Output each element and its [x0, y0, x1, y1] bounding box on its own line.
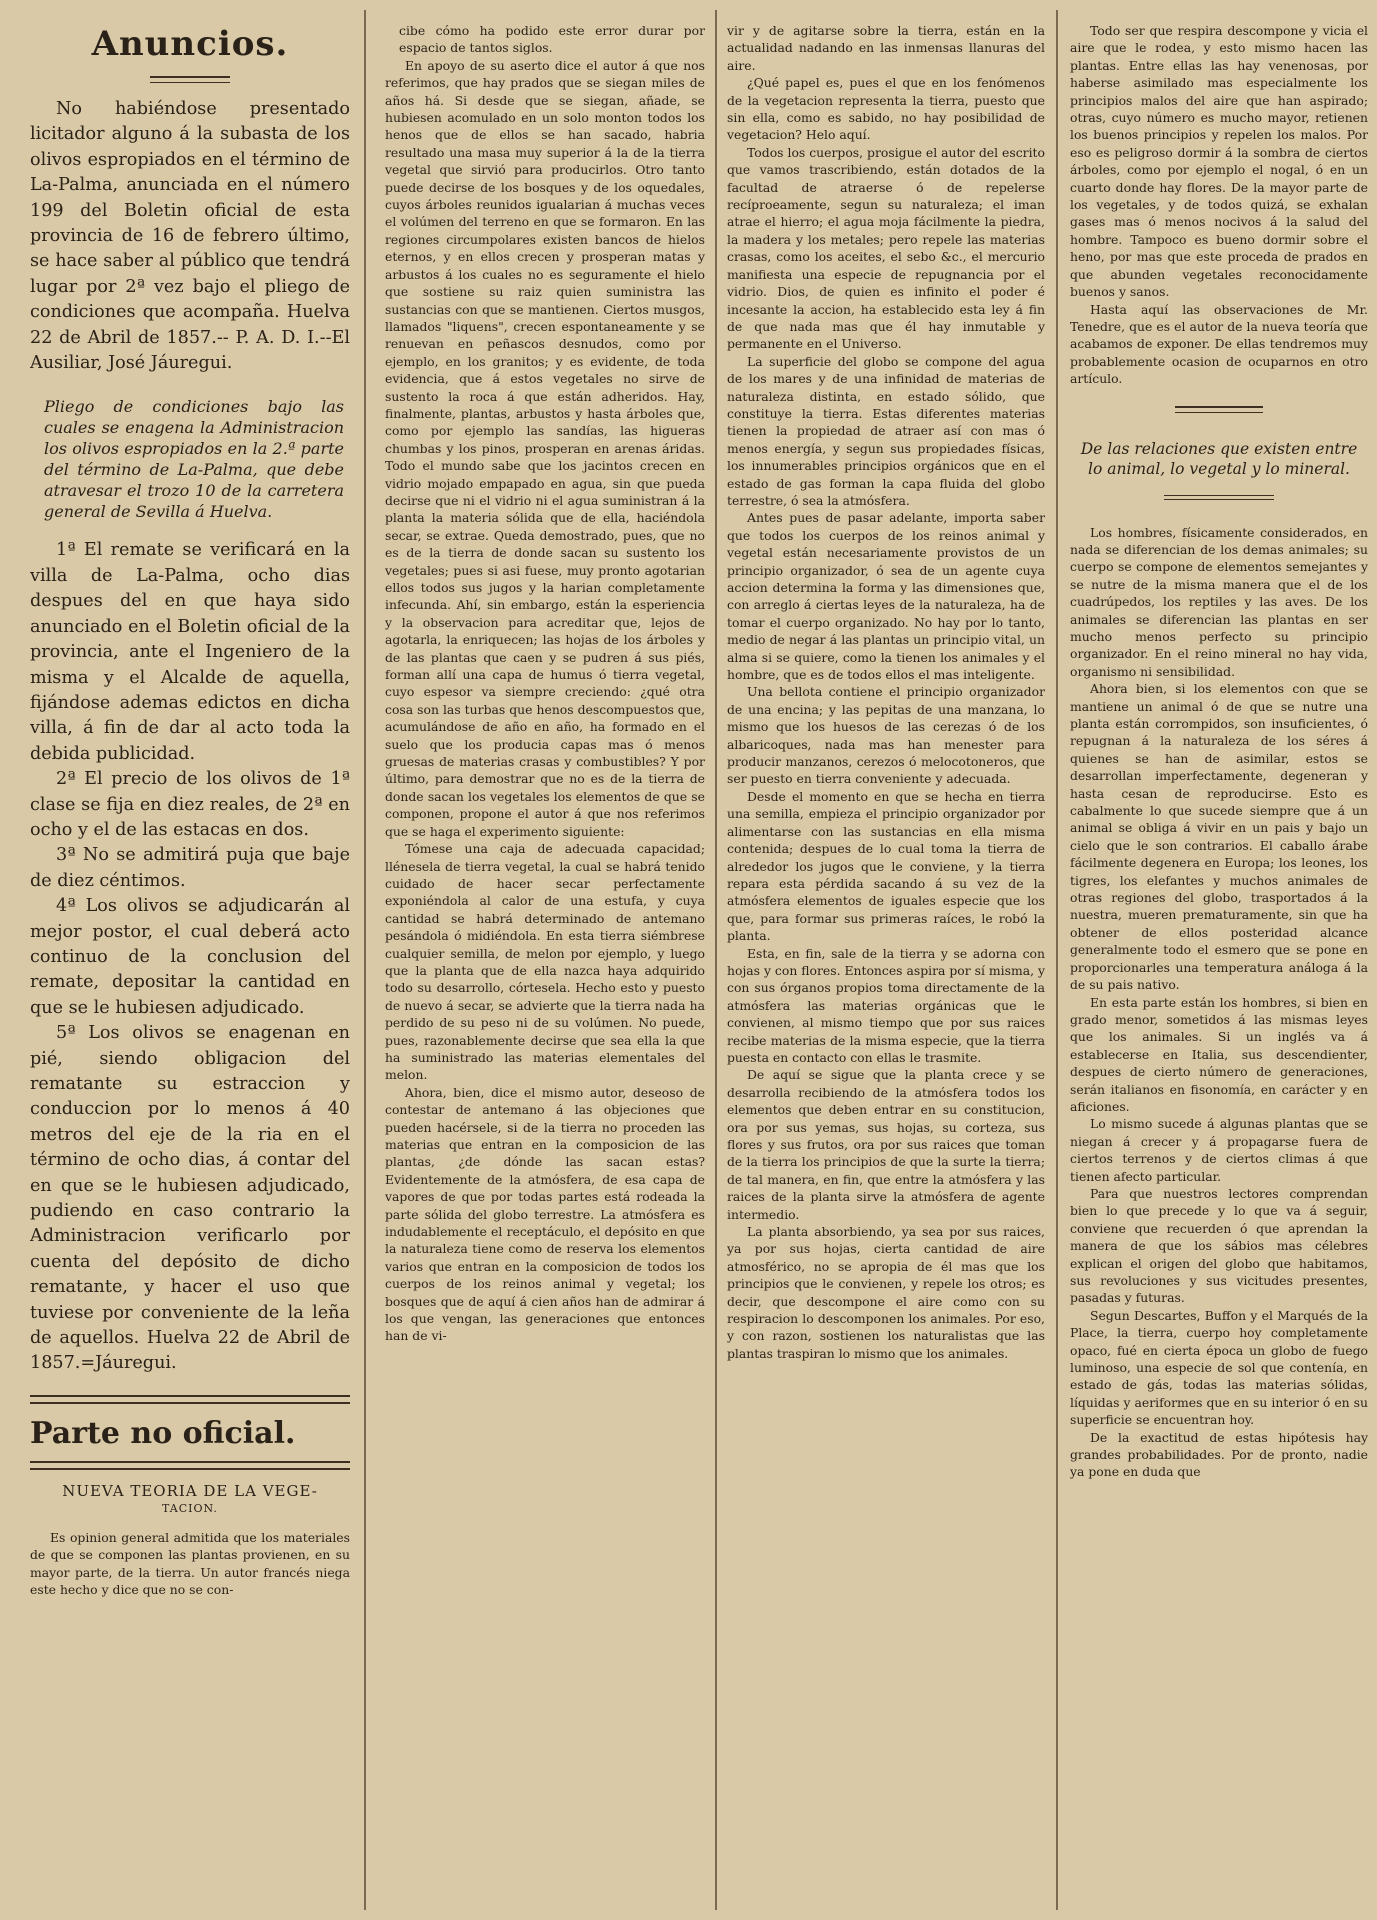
article-paragraph: Es opinion general admitida que los materiales de que se componen las plantas provienen, en su mayor parte, de la tierra. Un autor francés niega este hecho y dice que no se con- [30, 1529, 350, 1598]
article-paragraph: Todo ser que respira descompone y vicia el aire que le rodea, y esto mismo hacen las plantas. Entre ellas las hay venenosas, por haberse asimilado mas especialmente los principios malos del aire que han aspirado; otras, cuyo número es mucho mayor, retienen los buenos principios y repelen los malos. Por eso es peligroso dormir á la sombra de ciertos árboles, como por ejemplo el nogal, ó en un cuarto donde hay flores. De la mayor parte de los vegetales, y de todos quizá, se exhalan gases mas ó menos nocivos á la salud del hombre. Tampoco es bueno dormir sobre el heno, por mas que este proceda de prados en que abunden vegetales reconocidamente buenos y sanos. [1070, 23, 1368, 300]
column-3 [727, 22, 1045, 1912]
column-2 [385, 22, 705, 1912]
anuncios-heading: Anuncios. [91, 24, 289, 64]
article-paragraph: En apoyo de su aserto dice el autor á que nos referimos, que hay prados que se siegan miles de años há. Si desde que se siegan, añade, se hubiesen acomulado en un solo monton todos los henos que de ellos se han sacado, habria resultado una masa muy superior á la de la tierra vegetal que sirvió para producirlos. Otro tanto puede decirse de los bosques y de los oquedales, cuyos árboles reunidos igualarian á muchas veces el volúmen del terreno en que se formaron. En las regiones circumpolares existen bancos de hielos eternos, y en ellos crecen y prosperan matas y arbustos á los cuales no es seguramente el hielo que sostiene su raiz quien suministra las sustancias con que se mantienen. Ciertos musgos, llamados "liquens", crecen espontaneamente y se renuevan en peñascos desnudos, como por ejemplo, en los granitos; y es evidente, de toda evidencia, que á estos vegetales no sirve de sustento la roca á que están adheridos. Hay, finalmente, plantas, arbustos y hasta árboles que, como por ejemplo las sandías, las higueras chumbas y los pinos, prosperan en arenas áridas. Todo el mundo sabe que los jacintos crecen en vidrio mojado empapado en agua, sin que pueda decirse que ni el vidrio ni el agua suministran á la planta la materia sólida que de ella, haciéndola secar, se extrae. Queda demostrado, pues, que no es de la tierra de donde sacan su sustento los vegetales; pues si asi fuese, muy pronto agotarian ellos todos sus jugos y la harian completamente infecunda. Ahí, sin embargo, están la esperiencia y la observacion para acreditar que, lejos de agotarla, la enriquecen; las hojas de los árboles y de las plantas que caen y se pudren á sus piés, forman allí una capa de humus ó tierra vegetal, cuyo espesor va siempre creciendo: ¿qué otra cosa son las turbas que henos descompuestos que, acumulándose de año en año, ha formado en el suelo que los producia capas mas ó menos gruesas de materias crasas y combustibles? Y por último, para demostrar que no es de la tierra de donde sacan los vegetales los elementos de que se componen, propone el autor á que nos referimos que se haga el experimento siguiente: [385, 57, 705, 839]
divider [30, 1395, 350, 1404]
article-paragraph: cibe cómo ha podido este error durar por espacio de tantos siglos. [399, 23, 705, 56]
article-paragraph: Esta, en fin, sale de la tierra y se adorna con hojas y con flores. Entonces aspira por sí misma, y con sus órganos propios toma directamente de la atmósfera las materias orgánicas que le convienen, al mismo tiempo que por sus raices recibe materias de la misma especie, que la tierra puesta en contacto con ellas le trasmite. [727, 945, 1045, 1065]
condition-5: 5ª Los olivos se enagenan en pié, siendo obligacion del rematante su estraccion y conduccion por lo menos á 40 metros del eje de la ria en el término de ocho dias, á contar del en que se le hubiesen adjudicado, pudiendo en caso contrario la Administracion verificarlo por cuenta del depósito de dicho rematante, y hacer el uso que tuviese por conveniente de la leña de aquellos. Huelva 22 de Abril de 1857.=Jáuregui. [30, 1023, 350, 1374]
divider [1164, 495, 1274, 500]
article-title: NUEVA TEORIA DE LA VEGE- [62, 1481, 318, 1500]
article-paragraph: Desde el momento en que se hecha en tierra una semilla, empieza el principio organizador por alimentarse con las sustancias en ella misma contenida; despues de lo cual toma la tierra de alrededor los jugos que le conviene, y la tierra repara esta pérdida sacando á su vez de la atmósfera elementos de iguales especie que los que, para formar sus primeras raíces, le robó la planta. [727, 788, 1045, 944]
article-paragraph: Antes pues de pasar adelante, importa saber que todos los cuerpos de los reinos animal y vegetal están necesariamente provistos de un principio organizador, ó sea de un agente cuya accion determina la forma y las dimensiones que, con arreglo á ciertas leyes de la naturaleza, ha de tomar el cuerpo organizado. No hay por lo tanto, medio de negar á las plantas un principio vital, un alma si se quiere, como la tienen los animales y el hombre, que es de todos ellos el mas inteligente. [727, 510, 1045, 683]
condition-3: 3ª No se admitirá puja que baje de diez céntimos. [30, 845, 350, 891]
article-paragraph: Una bellota contiene el principio organizador de una encina; y las pepitas de una manzana, lo mismo que los huesos de las cerezas ó de los albaricoques, nada mas han menester para producir manzanos, cerezos ó melocotoneros, que ser puesto en tierra conveniente y adecuada. [727, 684, 1045, 787]
divider [1175, 406, 1263, 413]
article-paragraph: Segun Descartes, Buffon y el Marqués de la Place, la tierra, cuerpo hoy completamente opaco, fué en cierta época un globo de fuego luminoso, una especie de sol que contenía, en estado de gás, todas las materias sólidas, líquidas y aeriformes que en su interior ó en su superficie se encuentran hoy. [1070, 1307, 1368, 1428]
article-paragraph: vir y de agitarse sobre la tierra, están en la actualidad nadando en las inmensas llanuras del aire. [727, 23, 1045, 73]
article-paragraph: De la exactitud de estas hipótesis hay grandes probabilidades. Por de pronto, nadie ya pone en duda que [1070, 1429, 1368, 1480]
article-paragraph: Ahora, bien, dice el mismo autor, deseoso de contestar de antemano á las objeciones que pueden hacérsele, si de la tierra no proceden las materias que entran en la composicion de las plantas, ¿de dónde las sacan estas? Evidentemente de la atmósfera, de esa capa de vapores de que por todas partes está rodeada la parte sólida del globo terrestre. La atmósfera es indudablemente el receptáculo, el depósito en que la naturaleza tiene como de reserva los elementos varios que entran en la composicion de todos los cuerpos de los reinos animal y vegetal; los bosques que de aquí á cien años han de admirar á los que vengan, las generaciones que entonces han de vi- [385, 1084, 705, 1344]
column-rule [364, 10, 366, 1910]
article-paragraph: Tómese una caja de adecuada capacidad; llénesela de tierra vegetal, la cual se habrá tenido cuidado de hacer secar perfectamente exponiéndola al calor de una estufa, y cuya cantidad se habrá determinado de antemano pesándola ó midiéndola. En esta tierra siémbrese cualquier semilla, de melon por ejemplo, y luego que la planta que de ella nazca haya adquirido todo su desarrollo, córtesela. Hecho esto y puesto de nuevo á secar, se advierte que la tierra nada ha perdido de su peso ni de su volúmen. No puede, pues, razonablemente decirse que sea ella la que ha suministrado las materias elementales del melon. [385, 841, 705, 1083]
condition-4: 4ª Los olivos se adjudicarán al mejor postor, el cual deberá acto continuo de la conclusion del remate, depositar la cantidad en que se le hubiesen adjudicado. [30, 896, 350, 1018]
article-paragraph: Todos los cuerpos, prosigue el autor del escrito que vamos trascribiendo, están dotados de la facultad de atraerse ó de repelerse recíproeamente, segun su naturaleza; el iman atrae el hierro; el agua moja fácilmente la piedra, la madera y los metales; pero repele las materias crasas, como los aceites, el sebo &c., el mercurio manifiesta una especie de repugnancia por el vidrio. Dios, de quien es infinito el poder é incesante la accion, ha establecido esta ley á fin de que nada mas que él hay inmutable y permanente en el Universo. [727, 144, 1045, 352]
divider [30, 1461, 350, 1470]
column-1 [30, 22, 350, 1912]
column-4 [1070, 22, 1368, 1912]
condition-1: 1ª El remate se verificará en la villa de La-Palma, ocho dias despues del en que haya sido anunciado en el Boletin oficial de la provincia, ante el Ingeniero de la misma y el Alcalde de aquella, fijándose ademas edictos en dicha villa, á fin de dar al acto toda la debida publicidad. [30, 540, 350, 764]
article-paragraph: La planta absorbiendo, ya sea por sus raices, ya por sus hojas, cierta cantidad de aire atmosférico, no se apropia de él mas que los principios que le convienen, y repele los otros; es decir, que descompone el aire como con su respiracion lo descomponen los animales. Por eso, y con razon, sostienen los naturalistas que las plantas traspiran lo mismo que los animales. [727, 1224, 1045, 1361]
article-paragraph: Hasta aquí las observaciones de Mr. Tenedre, que es el autor de la nueva teoría que acabamos de exponer. De ellas tendremos muy probablemente ocasion de ocuparnos en otro artículo. [1070, 301, 1368, 387]
article-paragraph: ¿Qué papel es, pues el que en los fenómenos de la vegetacion representa la tierra, puesto que sin ella, como es sabido, no hay posibilidad de vegetacion? Helo aquí. [727, 75, 1045, 143]
article-paragraph: Ahora bien, si los elementos con que se mantiene un animal ó de que se nutre una planta están corrompidos, son insuficientes, ó repugnan á la naturaleza de los séres á quienes se han de asimilar, estos se desarrollan imperfectamente, degeneran y hasta cesan de reproducirse. Esto es cabalmente lo que sucede siempre que á un animal se obliga á vivir en un pais y bajo un cielo que le son contrarios. El caballo árabe fácilmente degenera en Europa; los leones, los tigres, los elefantes y muchos animales de otras regiones del globo, trasportados á la nuestra, mueren prematuramente, sin que ha obtener de ellos posteridad alcance generalmente todo el esmero que se pone en proporcionarles una temperatura análoga á la de su pais nativo. [1070, 681, 1368, 993]
article-paragraph: Para que nuestros lectores comprendan bien lo que precede y lo que va á seguir, conviene que recuerden ó que aprendan la manera de que los sábios mas célebres explican el origen del globo que habitamos, sus revoluciones y sus vicitudes presentes, pasadas y futuras. [1070, 1185, 1368, 1306]
article-paragraph: En esta parte están los hombres, si bien en grado menor, sometidos á las mismas leyes que los animales. Si un inglés va á establecerse en Italia, sus descendienter, despues de cierto número de generaciones, serán italianos en fisonomía, en carácter y en aficiones. [1070, 994, 1368, 1114]
relaciones-section-title: De las relaciones que existen entre lo animal, lo vegetal y lo mineral. [1080, 439, 1358, 478]
article-paragraph: Lo mismo sucede á algunas plantas que se niegan á crecer y á propagarse fuera de ciertos terrenos y de ciertos climas á que tienen afecto particular. [1070, 1116, 1368, 1184]
column-rule [1056, 10, 1058, 1910]
column-rule [715, 10, 717, 1910]
article-paragraph: De aquí se sigue que la planta crece y se desarrolla recibiendo de la atmósfera todos los elementos que deben entrar en su constitucion, ora por sus yemas, sus hojas, su corteza, sus flores y sus frutos, ora por sus raices que toman de la tierra los principios de que la surte la tierra; de tal manera, en fin, que entre la atmósfera y las raices de la planta sirve la atmósfera de agente intermedio. [727, 1067, 1045, 1222]
pliego-title: Pliego de condiciones bajo las cuales se enagena la Administracion los olivos espropiados en la 2.ª parte del término de La-Palma, que debe atravesar el trozo 10 de la carretera general de Sevilla á Huelva. [44, 397, 344, 522]
article-title-cont: TACION. [162, 1501, 218, 1515]
divider [150, 76, 230, 83]
parte-no-oficial-heading: Parte no oficial. [30, 1415, 296, 1451]
article-paragraph: La superficie del globo se compone del agua de los mares y de una infinidad de materias de naturaleza distinta, en estado sólido, que constituye la tierra. Estas diferentes materias tienen la propiedad de atraer así con mas ó menos energía, y segun sus propiedades físicas, los innumerables principios orgánicos que en el estado de gas forman la capa fluida del globo terrestre, ó sea la atmósfera. [727, 353, 1045, 508]
auction-notice: No habiéndose presentado licitador alguno á la subasta de los olivos espropiados en el término de La-Palma, anunciada en el número 199 del Boletin oficial de esta provincia de 16 de febrero último, se hace saber al público que tendrá lugar por 2ª vez bajo el pliego de condiciones que acompaña. Huelva 22 de Abril de 1857.-- P. A. D. I.--El Ausiliar, José Jáuregui. [30, 99, 350, 374]
article-paragraph: Los hombres, físicamente considerados, en nada se diferencian de los demas animales; su cuerpo se compone de elementos semejantes y se nutre de la misma manera que el de los cuadrúpedos, los reptiles y las aves. De los animales se diferencian las plantas en ser mucho menos perfecto su principio organizador. En el reino mineral no hay vida, organismo ni sensibilidad. [1070, 524, 1368, 679]
condition-2: 2ª El precio de los olivos de 1ª clase se fija en diez reales, de 2ª en ocho y el de las estacas en dos. [30, 769, 350, 840]
